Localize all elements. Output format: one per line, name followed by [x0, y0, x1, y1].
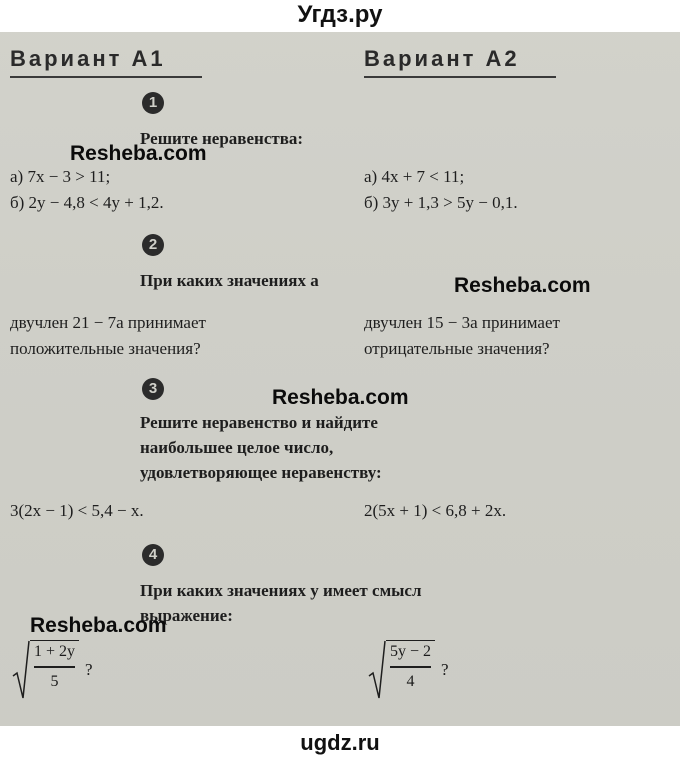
task-4-a2-question-mark: ?	[441, 660, 449, 679]
task-4-prompt-line-1: При каких значениях y имеет смысл	[140, 581, 422, 600]
task-4-prompt-line-2: выражение:	[140, 606, 233, 625]
task-4-a2-fraction-bar	[390, 666, 431, 668]
task-2-a1-line-2: положительные значения?	[10, 339, 201, 358]
square-root-icon	[12, 640, 30, 700]
variant-a1-heading: Вариант А1	[10, 46, 166, 71]
task-2-a2-line-1: двучлен 15 − 3a принимает	[364, 313, 560, 332]
task-3-a2-expression: 2(5x + 1) < 6,8 + 2x.	[364, 501, 507, 520]
task-4-a1-numerator: 1 + 2y	[34, 643, 76, 660]
task-4-a2-fraction	[386, 640, 435, 700]
variant-a2-underline	[364, 76, 556, 78]
task-3-prompt-line-3: удовлетворяющее неравенству:	[140, 463, 382, 482]
task-3-prompt-line-1: Решите неравенство и найдите	[140, 413, 378, 432]
task-1-prompt: Решите неравенства:	[140, 129, 304, 148]
task-3-prompt-line-2: наибольшее целое число,	[140, 438, 334, 457]
task-2-a2-line-2: отрицательные значения?	[364, 339, 550, 358]
task-2-a1-line-1: двучлен 21 − 7a принимает	[10, 313, 206, 332]
variant-a1-underline	[10, 76, 202, 78]
watermark: Resheba.com	[30, 614, 167, 637]
task-4-a1-fraction-bar	[34, 666, 75, 668]
task-1-number-badge: 1	[142, 92, 164, 114]
task-1-a1-line-a: а) 7x − 3 > 11;	[10, 167, 111, 186]
watermark: Resheba.com	[454, 274, 591, 297]
task-1-a2-line-a: а) 4x + 7 < 11;	[364, 167, 465, 186]
watermark: Resheba.com	[272, 386, 409, 409]
task-4-a2-radical	[368, 640, 449, 700]
watermark: Resheba.com	[70, 142, 207, 165]
square-root-icon	[368, 640, 386, 700]
site-title-top[interactable]: Угдз.ру	[297, 1, 383, 28]
task-4-a2-denominator: 4	[406, 672, 415, 690]
task-1-a2-line-b: б) 3y + 1,3 > 5y − 0,1.	[364, 193, 518, 212]
task-4-a1-radical	[12, 640, 93, 700]
task-4-a1-denominator: 5	[50, 672, 59, 690]
task-1-a1-line-b: б) 2y − 4,8 < 4y + 1,2.	[10, 193, 164, 212]
task-2-prompt: При каких значениях a	[140, 271, 319, 290]
variant-a2-heading: Вариант А2	[364, 46, 520, 71]
task-3-a1-expression: 3(2x − 1) < 5,4 − x.	[10, 501, 144, 520]
task-4-a1-fraction	[30, 640, 79, 700]
task-3-number-badge: 3	[142, 378, 164, 400]
task-4-a1-question-mark: ?	[85, 660, 93, 679]
task-2-number-badge: 2	[142, 234, 164, 256]
site-title-bottom[interactable]: ugdz.ru	[300, 730, 380, 755]
task-4-number-badge: 4	[142, 544, 164, 566]
task-4-a2-numerator: 5y − 2	[390, 643, 432, 660]
